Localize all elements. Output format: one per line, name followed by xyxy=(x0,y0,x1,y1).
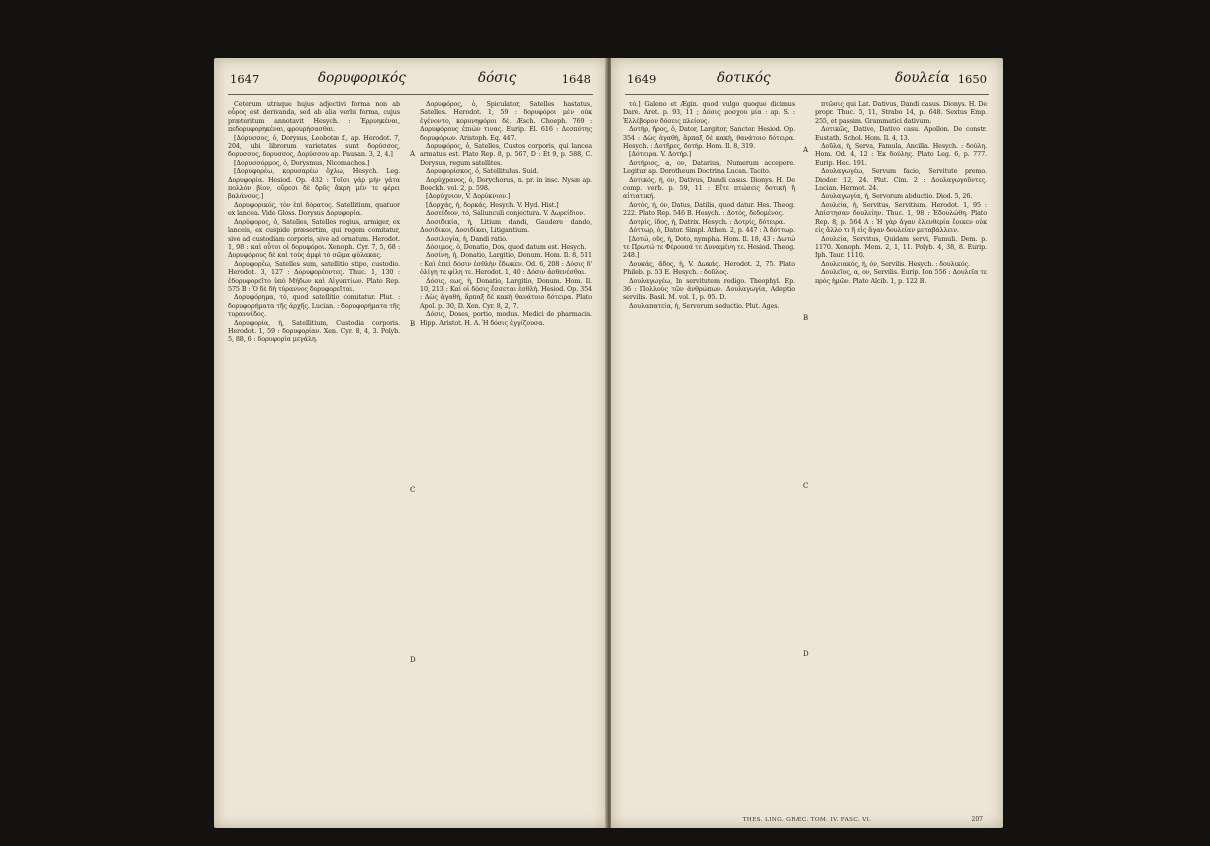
entry-paragraph: [Δορυφορέω, κορυσαρέω ὄχλω, Hesych. Leg. Δορυφορία. Hesiod. Op. 432 : Τοῖσι γάρ μὴν γάτα πολλὸν βίον, οὔρεσι δὲ δρῦς ἄκρη μέν τε φέρει βαλάνους.] xyxy=(228,167,400,201)
running-headword: δόσις xyxy=(478,70,517,86)
entry-paragraph: Δοτὴρ, ῆρος, ὁ, Dator, Largitor, Sanctor. Hesiod. Op. 354 : Δὼς ἀγαθὴ, ἅρπαξ δὲ κακὴ, θανάτοιο δότειρα. Hesych. : Δοτῆρες, δοτήρ. Hom. Il. 8, 319. xyxy=(623,125,795,151)
entry-paragraph: [Δοτώ, οῦς, ἡ, Doto, nympha. Hom. Il. 18, 43 : Δωτώ τε Πρωτώ τε Φέρουσά τε Δυναμένη τε. Hesiod. Theog. 248.] xyxy=(623,234,795,260)
entry-paragraph: Δουλεία, ἡ, Servitus, Servitium. Herodot. 1, 95 : Ἀπίστησαν δουλείην. Thuc. 1, 98 : Ἐδουλώθη. Plato Rep. 8, p. 564 A : Ἡ γὰρ ἄγαν ἐλευθερία ἔοικεν οὐκ εἰς ἄλλο τι ἢ εἰς ἄγαν δουλείαν μεταβάλλειν. xyxy=(815,200,987,235)
entry-paragraph: Δορυφορίσκος, ὁ, Satellitulus. Suid. xyxy=(426,167,539,176)
page-number: 1648 xyxy=(561,72,591,86)
entry-paragraph: Δορυφόρημα, τό, quod satellitio comitatur. Plut. : δορυφορήματα τῆς ἀρχῆς. Lucian. : δορυφορήματα τῆς τυραννίδος. xyxy=(228,293,400,319)
entry-paragraph: Δόσιμος, ὁ, Donatio, Dos, quod datum est. Hesych. xyxy=(426,242,587,251)
section-marker: C xyxy=(803,482,809,490)
entry-paragraph: Δουκάς, ᾶδος, ἡ, V. Δωκάς. Herodot. 2, 75. Plato Phileb. p. 53 E. Hesych. : δοῦλος. xyxy=(623,259,795,277)
right-page xyxy=(611,58,1003,828)
entry-paragraph: Δουλεῖος, α, ον, Servilis. Eurip. Ion 556 : Δουλεῖα τε πρὸς ἡμῶν. Plato Alcib. 1, p. 122 B. xyxy=(815,268,987,285)
text-column-right xyxy=(815,100,987,810)
entry-paragraph: Δοτὸς, ή, όν, Datus, Datilis, quod datur. Hes. Theog. 222. Plato Rep. 546 B. Hesych. : Δοτός, δεδομένος. xyxy=(623,200,795,218)
page-number: 1650 xyxy=(957,72,987,86)
entry-paragraph: Δοσείδιον, τό, Saliunculi conjectura. V. Δωρείδιον. xyxy=(426,209,586,218)
entry-paragraph: Δορυφορικός, τὸν ἐπὶ δόρατος. Satellitium, quatuor ex lancea. Vide Gloss. Dorysus Δορυφορία. xyxy=(228,200,400,218)
entry-paragraph: Δόσις, εως, ἡ, Donatio, Largitio, Donum. Hom. Il. 10, 213 : Καί οἱ δόσις ἔσσεται ἐσθλή. Hesiod. Op. 354 : Δὼς ἀγαθή, ἅρπαξ δὲ κακὴ θανάτοιο δότειρα. Plato Apol. p. 30, D. Xen. Cyr. 8, 2, 7. xyxy=(420,276,592,310)
entry-paragraph: [Δορύχνιον, V. Δορύκνιον.] xyxy=(426,192,511,201)
section-marker: D xyxy=(410,656,416,664)
entry-paragraph: [Δόρυσσος, ὁ, Dorysus, Leobotæ f., ap. Herodot. 7, 204, ubi librorum varietates sunt δορύσσος, δορυσσος, δορυσσος, Δορύσσου ap. Pausan. 3, 2, 4.] xyxy=(228,133,400,159)
running-headword: δοτικός xyxy=(717,70,771,86)
section-marker: B xyxy=(410,320,416,328)
text-column-left xyxy=(228,100,400,810)
entry-paragraph: Δοτικός, ή, όν, Dativus, Dandi casus. Dionys. H. De comp. verb. p. 59, 11 : Εἴτε πτώσεις δοτικὴ ἢ αἰτιατική. xyxy=(623,175,795,201)
entry-paragraph: Δόττωρ, ὁ, Dator. Simpl. Athen. 2, p. 447 : Ἁ δόττωρ. xyxy=(629,226,795,235)
left-page xyxy=(214,58,607,828)
entry-paragraph: Δορύφορος, ὁ, Satelles, Satelles regius, armiger, ex lanceis, ex cuspide præsertim, qui regem comitatur, sive ad custodiam corporis, sive ad ornatum. Herodot. 1, 98 : καὶ οὗτοι οἱ δορυφόροι. Xenoph. Cyr. 7, 5, 68 : Δορυφόρους δὲ καὶ τοὺς ἀμφὶ τὸ σῶμα φύλακας. xyxy=(228,217,400,260)
entry-paragraph: Δουλαγωγέω, Servum facio, Servitute premo. Diodor. 12, 24. Plut. Cim. 2 : Δουλαγωγοῦντες. Lucian. Hermot. 24. xyxy=(815,167,987,193)
section-marker: C xyxy=(410,486,416,494)
entry-paragraph: Ceterum utraque hujus adjectivi forma non ab οὖρος est derivanda, sed ab alia verbi forma, cujus præteritum annotavit Hesych. : Ἐρρυηκέναι, πεδορυφορηκέναι, φρουρήσασθαι. xyxy=(228,100,400,134)
header-rule xyxy=(228,94,593,95)
page-header xyxy=(228,70,593,90)
entry-paragraph: πτῶσις qui Lat. Dativus, Dandi casus. Dionys. H. De propr. Thuc. 5, 11, Strabo 14, p. 648. Sextus Emp. 255, et passim. Grammatici dativum. xyxy=(815,100,987,125)
section-marker: A xyxy=(410,150,416,158)
entry-paragraph: [Δορυσσόρμος, ὁ, Dorysmus, Nicomachos.] xyxy=(234,158,370,167)
entry-paragraph: Δορυφορέω, Satelles sum, satellitio stipo, custodio. Herodot. 3, 127 : Δορυφορέοντες. Thuc. 1, 130 : ἐδορυφορεῖτο ὑπὸ Μήδων καὶ Αἰγυπτίων. Plato Rep. 575 B : Ὁ δὲ δὴ τύραννος δορυφορεῖται. xyxy=(228,259,400,293)
entry-paragraph: Δοσιδικία, ἡ, Litium dandi, Gaudere dando, Δοσιδικοι, Δοσιδίκαι, Litigantium. xyxy=(420,217,592,235)
section-marker: B xyxy=(803,314,809,322)
page-number: 1649 xyxy=(627,72,657,86)
entry-paragraph: Δουλαπατεία, ἡ, Servorum seductio. Plut. Ages. xyxy=(629,301,780,310)
page-number: 1647 xyxy=(230,72,260,86)
signature-mark: 207 xyxy=(971,816,983,823)
text-column-left xyxy=(623,100,795,810)
page-footer: THES. LING. GRÆC. TOM. IV. FASC. VI. xyxy=(742,817,872,823)
entry-paragraph: [Δότειρα. V. Δοτήρ.] xyxy=(629,150,692,159)
entry-paragraph: τό.] Galeno et Ægin. quod vulgo quoque dicimus Dare. Aret. p. 93, 11 ; Δόσις μοσχου μία : ap. S. : Ἐλλέβορον δόσεις πλείους. xyxy=(623,100,795,125)
entry-paragraph: Δορυφόρος, ὁ, Spiculator, Satelles hastatus, Satelles. Herodot. 1, 59 : δορυφόροι μὲν οὐκ ἐγένοντο, κορυνηφόροι δέ. Æsch. Choeph. 769 : Δορυφόρους ἐπιὼν τινας. Eurip. El. 616 : Δεσπότης δορυφόρων. Aristoph. Eq. 447. xyxy=(420,100,592,142)
entry-paragraph: Δορυφορία, ἡ, Satellitium, Custodia corporis. Herodot. 1, 59 : δορυφορίαν. Xen. Cyr. 8, 4, 3. Polyb. 5, 88, 6 : δορυφορία μεγάλη. xyxy=(228,318,400,344)
entry-paragraph: Δόσις, Doses, portio, modus. Medici de pharmacis. Hipp. Aristot. H. A. Ἡ δόσις ἐγγίζουσα. xyxy=(420,310,592,327)
running-headword: δουλεία xyxy=(895,70,950,86)
section-marker: A xyxy=(803,146,809,154)
entry-paragraph: Δοτήριος, α, ον, Datarius, Numerum accepere. Legitur ap. Dorotheum Doctrina Lucan. Tacito. xyxy=(623,158,795,176)
entry-paragraph: Δουλαγωγέω, In servitutem redigo. Theophyl. Ep. 36 : Πολλοὺς τῶν ἀνθρώπων. Δουλαγωγία, Adeptio servilis. Basil. M. vol. 1, p. 95. D. xyxy=(623,276,795,302)
page-header xyxy=(625,70,989,90)
entry-paragraph: Δοτικῶς, Dative, Dativo casu. Apollon. De constr. Eustath. Schol. Hom. Il. 4, 13. xyxy=(815,125,987,142)
entry-paragraph: Δοῦλα, ἡ, Serva, Famula, Ancilla. Hesych. : δούλη. Hom. Od. 4, 12 : Ἐκ δούλης. Plato Leg. 6, p. 777. Eurip. Hec. 191. xyxy=(815,142,987,167)
entry-paragraph: [Δορχάς, ἡ, δορκάς. Hesych. V. Hyd. Hist.] xyxy=(426,200,559,209)
entry-paragraph: Δουλεία, Servitus, Quidam servi, Famuli. Dem. p. 1170. Xenoph. Mem. 2, 1, 11. Polyb. 4, 38, 8. Eurip. Iph. Taur. 1110. xyxy=(815,234,987,260)
section-marker: D xyxy=(803,650,809,658)
running-headword: δορυφορικός xyxy=(318,70,406,86)
entry-paragraph: Δοτρίς, ίδος, ἡ, Datrix. Hesych. : Δοτρίς, δότειρα. xyxy=(629,217,786,226)
entry-paragraph: Δουλειακός, ή, όν, Servilis. Hesych. : δουλικός. xyxy=(821,259,970,268)
entry-paragraph: Δοσιλογία, ἡ, Dandi ratio. xyxy=(426,234,508,243)
entry-paragraph: Δορυφόρος, ὁ, Satelles, Custos corporis, qui lancea armatus est. Plato Rep. 8, p. 567, D : Et 9, p. 588, C. Dorysus, regum satellites. xyxy=(420,142,592,167)
header-rule xyxy=(625,94,989,95)
entry-paragraph: Δουλαγωγία, ἡ, Servorum abductio. Diod. 5, 26. xyxy=(821,192,973,201)
text-column-right xyxy=(420,100,592,810)
entry-paragraph: Δορύχρανος, ὁ, Dorychorus, n. pr. in insc. Nysæ ap. Boeckh. vol. 2, p. 598. xyxy=(420,175,592,193)
entry-paragraph: Δοσίνη, ἡ, Donatio, Largitio, Donum. Hom. Il. 8, 511 : Καὶ ἐπεὶ δόσιν ἐσθλὴν ἔδωκεν. Od. 6, 208 : Δόσις δ' ὀλίγη τε φίλη τε. Herodot. 1, 40 : Δόσιν ἀσθενέσθαι. xyxy=(420,251,592,277)
